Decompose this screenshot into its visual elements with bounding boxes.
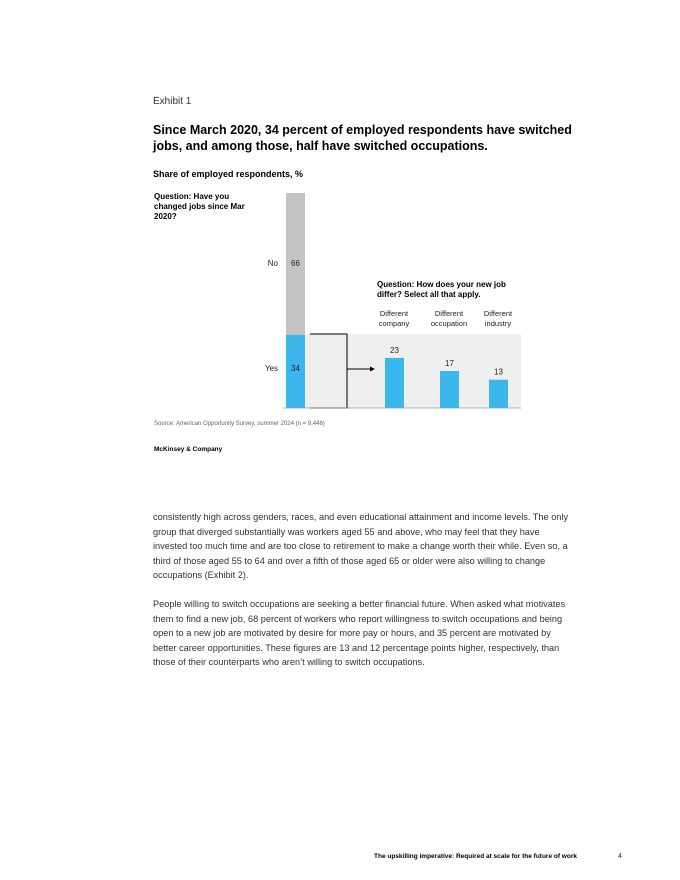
chart2-bar — [440, 371, 459, 408]
chart2-value-label: 23 — [390, 345, 399, 355]
chart1-value-no: 66 — [291, 259, 300, 268]
chart2-category-label: Different industry — [483, 309, 513, 328]
body-paragraph-1: consistently high across genders, races, and even educational attainment and income levels. The only group that diverged substantially was workers aged 55 and above, who may feel that they have invested too much time and are too close to retirement to make a change worth their while. Even so, a third of those aged 55 to 64 and over a fifth of those aged 65 or older were also willing to change occupations (Exhibit 2). — [153, 512, 569, 581]
chart2-background — [305, 334, 521, 408]
chart2-value-label: 17 — [445, 359, 454, 368]
footer-title: The upskilling imperative: Required at scale for the future of work — [374, 853, 577, 860]
exhibit-label: Exhibit 1 — [153, 96, 192, 107]
chart1-category-yes: Yes — [264, 364, 278, 373]
chart2-bar — [489, 380, 508, 408]
chart2-category-label: Different company — [378, 309, 410, 328]
source-note: Source: American Opportunity Survey, summer 2024 (n = 9,446) — [154, 421, 325, 427]
chart2-question: Question: How does your new job differ? Select all that apply. — [377, 280, 506, 299]
exhibit-title: Since March 2020, 34 percent of employed respondents have switched jobs, and among those, half have switched occupations. — [153, 123, 572, 153]
page-number: 4 — [618, 853, 622, 860]
chart1-category-no: No — [267, 259, 278, 268]
chart2-bar — [385, 358, 404, 408]
chart2-category-label: Different occupation — [430, 309, 468, 328]
chart2-value-label: 13 — [494, 367, 503, 377]
chart1-question: Question: Have you changed jobs since Mar 2020? — [154, 192, 245, 221]
exhibit-subtitle: Share of employed respondents, % — [153, 169, 304, 179]
body-paragraph-2: People willing to switch occupations are seeking a better financial future. When asked what motivates them to find a new job, 68 percent of workers who report willingness to switch occupations and being open to a new job are motivated by desire for more pay or hours, and 35 percent are motivated by better career opportunities. These figures are 13 and 12 percentage points higher, respectively, than those of their counterparts who aren’t willing to switch occupations. — [153, 599, 566, 668]
brand-logo-text: McKinsey & Company — [154, 446, 223, 453]
chart1-value-yes: 34 — [291, 364, 300, 373]
